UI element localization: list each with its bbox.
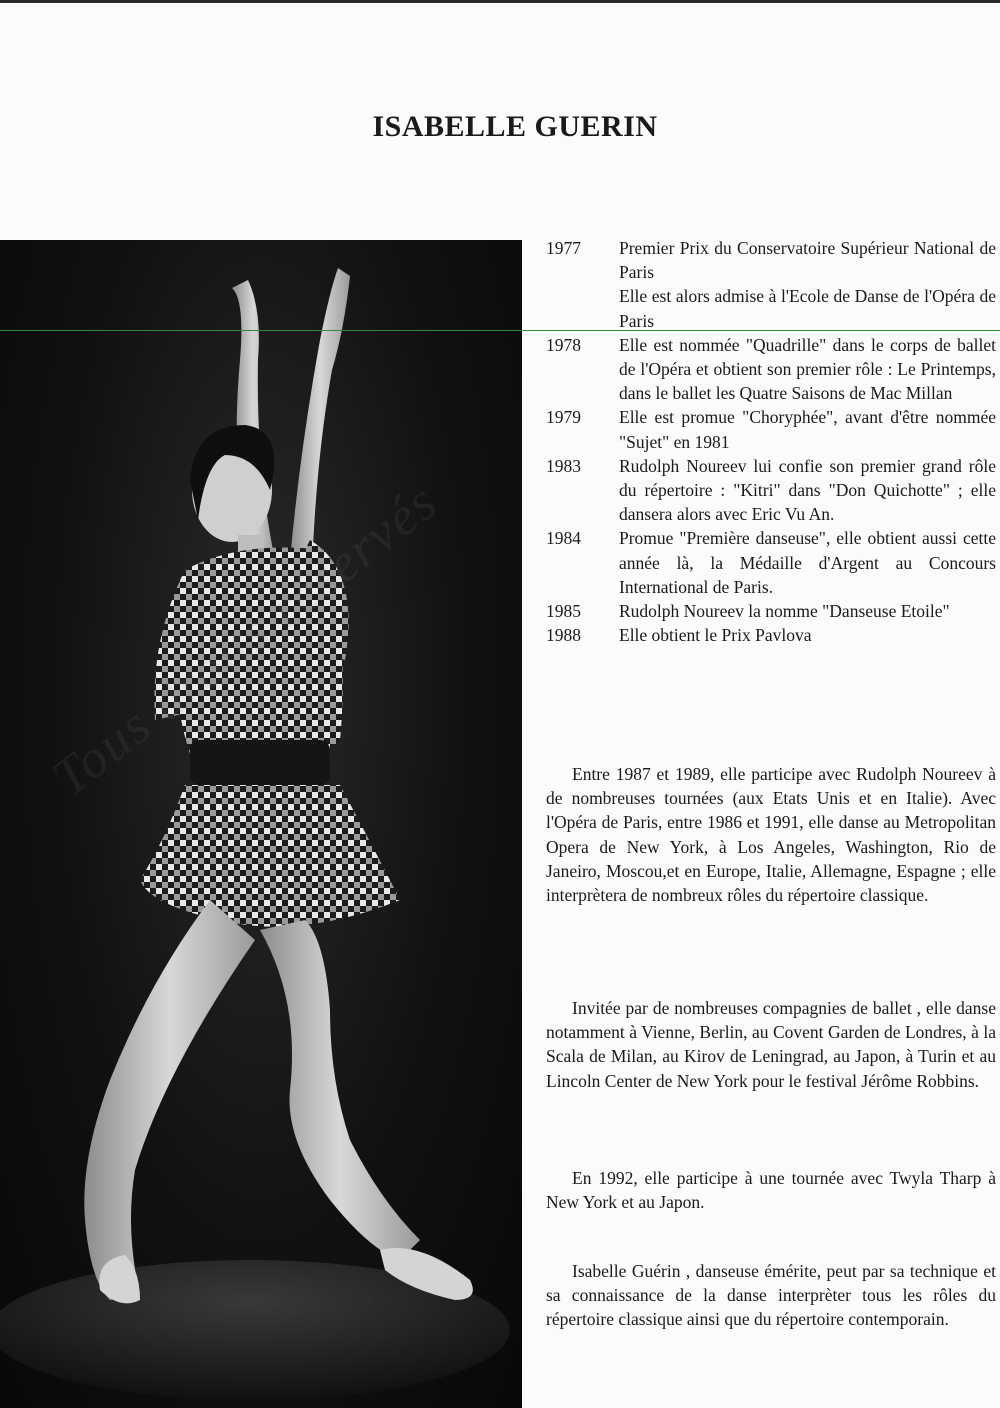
timeline-year: 1977: [546, 238, 581, 258]
bio-paragraph-guest: Invitée par de nombreuses compagnies de ballet , elle danse notamment à Vienne, Berlin, au Covent Garden de Londres, à la Scala de Milan, au Kirov de Leningrad, au Japon, à Turin et au Lincoln Center de New York pour le festival Jérôme Robbins.: [546, 998, 996, 1091]
dancer-photo: [0, 240, 522, 1408]
timeline-entry: [546, 333, 996, 406]
timeline-year: 1979: [546, 407, 581, 428]
timeline-entry: [546, 526, 996, 599]
timeline-text: Rudolph Noureev la nomme "Danseuse Etoile": [619, 601, 950, 622]
bio-paragraph-tours: Entre 1987 et 1989, elle participe avec Rudolph Noureev à de nombreuses tournées (aux Etats Unis et en Italie). Avec l'Opéra de Paris, entre 1986 et 1991, elle danse au Metropolitan Opera de New York, à Los Angeles, Washington, Rio de Janeiro, Moscou,et en Europe, Italie, Allemagne, Espagne ; elle interprètera de nombreux rôles du répertoire classique.: [546, 764, 996, 906]
timeline-text: Elle est alors admise à l'Ecole de Danse de l'Opéra de Paris: [619, 286, 996, 331]
timeline-entry: [546, 599, 996, 623]
timeline-entry: [546, 405, 996, 453]
timeline-year: 1988: [546, 625, 581, 646]
timeline-text: Elle est nommée "Quadrille" dans le corps de ballet de l'Opéra et obtient son premier rôle : Le Printemps, dans le ballet les Quatre Saisons de Mac Millan: [619, 334, 996, 404]
timeline-text: Elle est promue "Choryphée", avant d'être nommée "Sujet" en 1981: [619, 407, 996, 452]
career-timeline: [546, 236, 996, 647]
timeline-year: 1978: [546, 334, 581, 355]
timeline-year: 1983: [546, 455, 581, 476]
timeline-text: Premier Prix du Conservatoire Supérieur National de Paris: [619, 238, 996, 283]
timeline-text: Elle obtient le Prix Pavlova: [619, 625, 812, 646]
timeline-entry: [546, 236, 996, 333]
page-title: ISABELLE GUERIN: [372, 110, 658, 143]
timeline-entry: [546, 454, 996, 527]
timeline-year: 1984: [546, 528, 581, 549]
timeline-entry: [546, 623, 996, 647]
top-border: [0, 0, 1000, 3]
timeline-text: Promue "Première danseuse", elle obtient aussi cette année là, la Médaille d'Argent au Concours International de Paris.: [619, 528, 996, 597]
timeline-year: 1985: [546, 601, 581, 622]
timeline-text: Rudolph Noureev lui confie son premier grand rôle du répertoire : "Kitri" dans "Don Quichotte" ; elle dansera alors avec Eric Vu An.: [619, 455, 996, 525]
bio-paragraph-summary: Isabelle Guérin , danseuse émérite, peut par sa technique et sa connaissance de la danse interprèter tous les rôles du répertoire classique ainsi que du répertoire contemporain.: [546, 1261, 996, 1330]
ballet-dancer-icon: [0, 240, 522, 1408]
bio-paragraph-tharp: En 1992, elle participe à une tournée avec Twyla Tharp à New York et au Japon.: [546, 1168, 996, 1213]
